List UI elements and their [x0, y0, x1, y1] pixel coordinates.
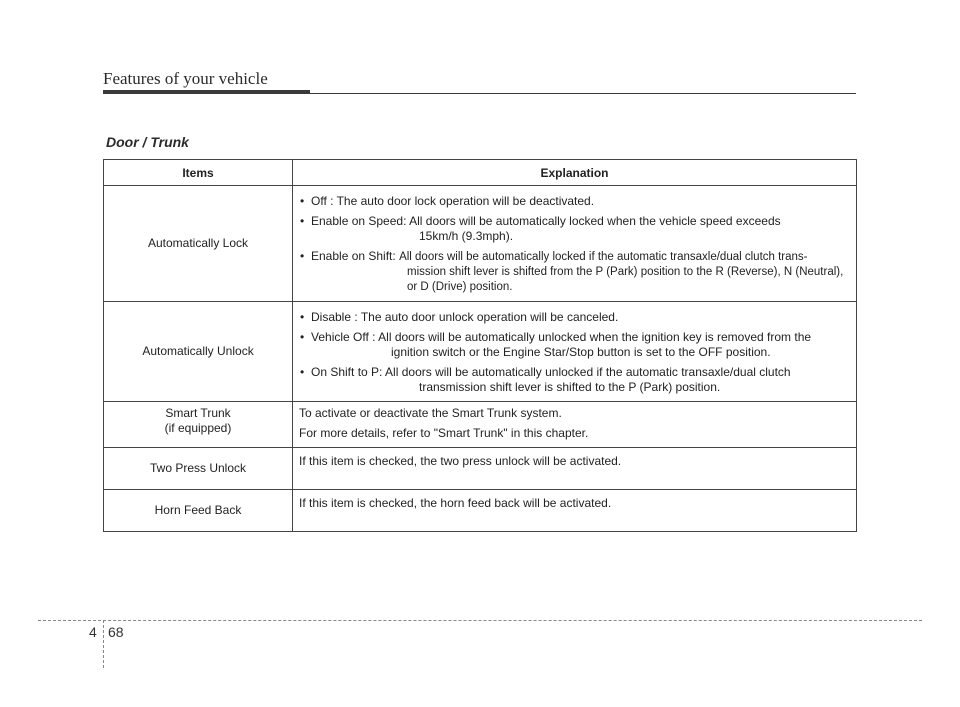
- bullet-term: Vehicle Off :: [311, 330, 379, 344]
- bullet-term: On Shift to P:: [311, 365, 386, 379]
- bullet-text: All doors will be automatically unlocked when the ignition key is removed from the: [378, 330, 812, 344]
- table-header-row: [104, 160, 857, 186]
- column-header-items: Items: [104, 160, 293, 186]
- item-cell: [104, 402, 293, 448]
- bullet-item: [299, 310, 850, 325]
- bullet-icon: •: [300, 249, 305, 263]
- footer-rule: [38, 620, 922, 621]
- bullet-text: All doors will be automatically locked when the vehicle speed exceeds: [409, 214, 781, 228]
- bullet-icon: •: [300, 330, 305, 344]
- table-row: [104, 490, 857, 532]
- bullet-icon: •: [300, 310, 305, 324]
- bullet-continuation: transmission shift lever is shifted to the P (Park) position.: [419, 380, 721, 394]
- footer-divider: [103, 620, 104, 668]
- bullet-item: [299, 330, 850, 360]
- explanation-line: For more details, refer to "Smart Trunk" in this chapter.: [299, 426, 589, 440]
- bullet-term: Enable on Shift:: [311, 249, 400, 263]
- bullet-term: Enable on Speed:: [311, 214, 410, 228]
- explanation-cell: [293, 186, 857, 302]
- bullet-text: All doors will be automatically unlocked if the automatic transaxle/dual clutch: [385, 365, 791, 379]
- header-rule-thick: [103, 90, 310, 94]
- chapter-number: 4: [89, 624, 97, 640]
- item-cell: Automatically Lock: [104, 186, 293, 302]
- explanation-cell: [293, 302, 857, 402]
- bullet-text: All doors will be automatically locked if the automatic transaxle/dual clutch trans-: [399, 251, 808, 263]
- bullet-term: Disable :: [311, 310, 361, 324]
- item-sublabel: (if equipped): [164, 421, 232, 435]
- bullet-continuation: mission shift lever is shifted from the P (Park) position to the R (Reverse), N (Neutral), or D (Drive) position.: [407, 266, 844, 293]
- bullet-continuation: ignition switch or the Engine Star/Stop button is set to the OFF position.: [391, 345, 771, 359]
- table-row: [104, 448, 857, 490]
- explanation-cell: [293, 402, 857, 448]
- table-row: [104, 402, 857, 448]
- header-rule-thin: [310, 93, 856, 94]
- table-row: [104, 302, 857, 402]
- item-cell: Two Press Unlock: [104, 448, 293, 490]
- bullet-item: [299, 365, 850, 395]
- item-cell: Automatically Unlock: [104, 302, 293, 402]
- bullet-item: [299, 214, 850, 244]
- bullet-item: [299, 194, 850, 209]
- bullet-term: Off :: [311, 194, 337, 208]
- running-header: Features of your vehicle: [103, 69, 268, 88]
- door-trunk-table: [103, 159, 857, 532]
- table-row: [104, 186, 857, 302]
- explanation-cell: If this item is checked, the horn feed back will be activated.: [293, 490, 857, 532]
- explanation-cell: If this item is checked, the two press unlock will be activated.: [293, 448, 857, 490]
- explanation-line: To activate or deactivate the Smart Trunk system.: [299, 406, 562, 420]
- bullet-continuation: 15km/h (9.3mph).: [419, 229, 514, 243]
- bullet-icon: •: [300, 194, 305, 208]
- bullet-text: The auto door lock operation will be deactivated.: [336, 194, 595, 208]
- section-title: Door / Trunk: [106, 134, 189, 150]
- bullet-item: [299, 249, 850, 295]
- item-cell: Horn Feed Back: [104, 490, 293, 532]
- bullet-text: The auto door unlock operation will be canceled.: [360, 310, 619, 324]
- item-label: Smart Trunk: [165, 406, 231, 420]
- bullet-icon: •: [300, 365, 305, 379]
- page-number: 68: [108, 624, 124, 640]
- column-header-explanation: Explanation: [293, 160, 857, 186]
- bullet-icon: •: [300, 214, 305, 228]
